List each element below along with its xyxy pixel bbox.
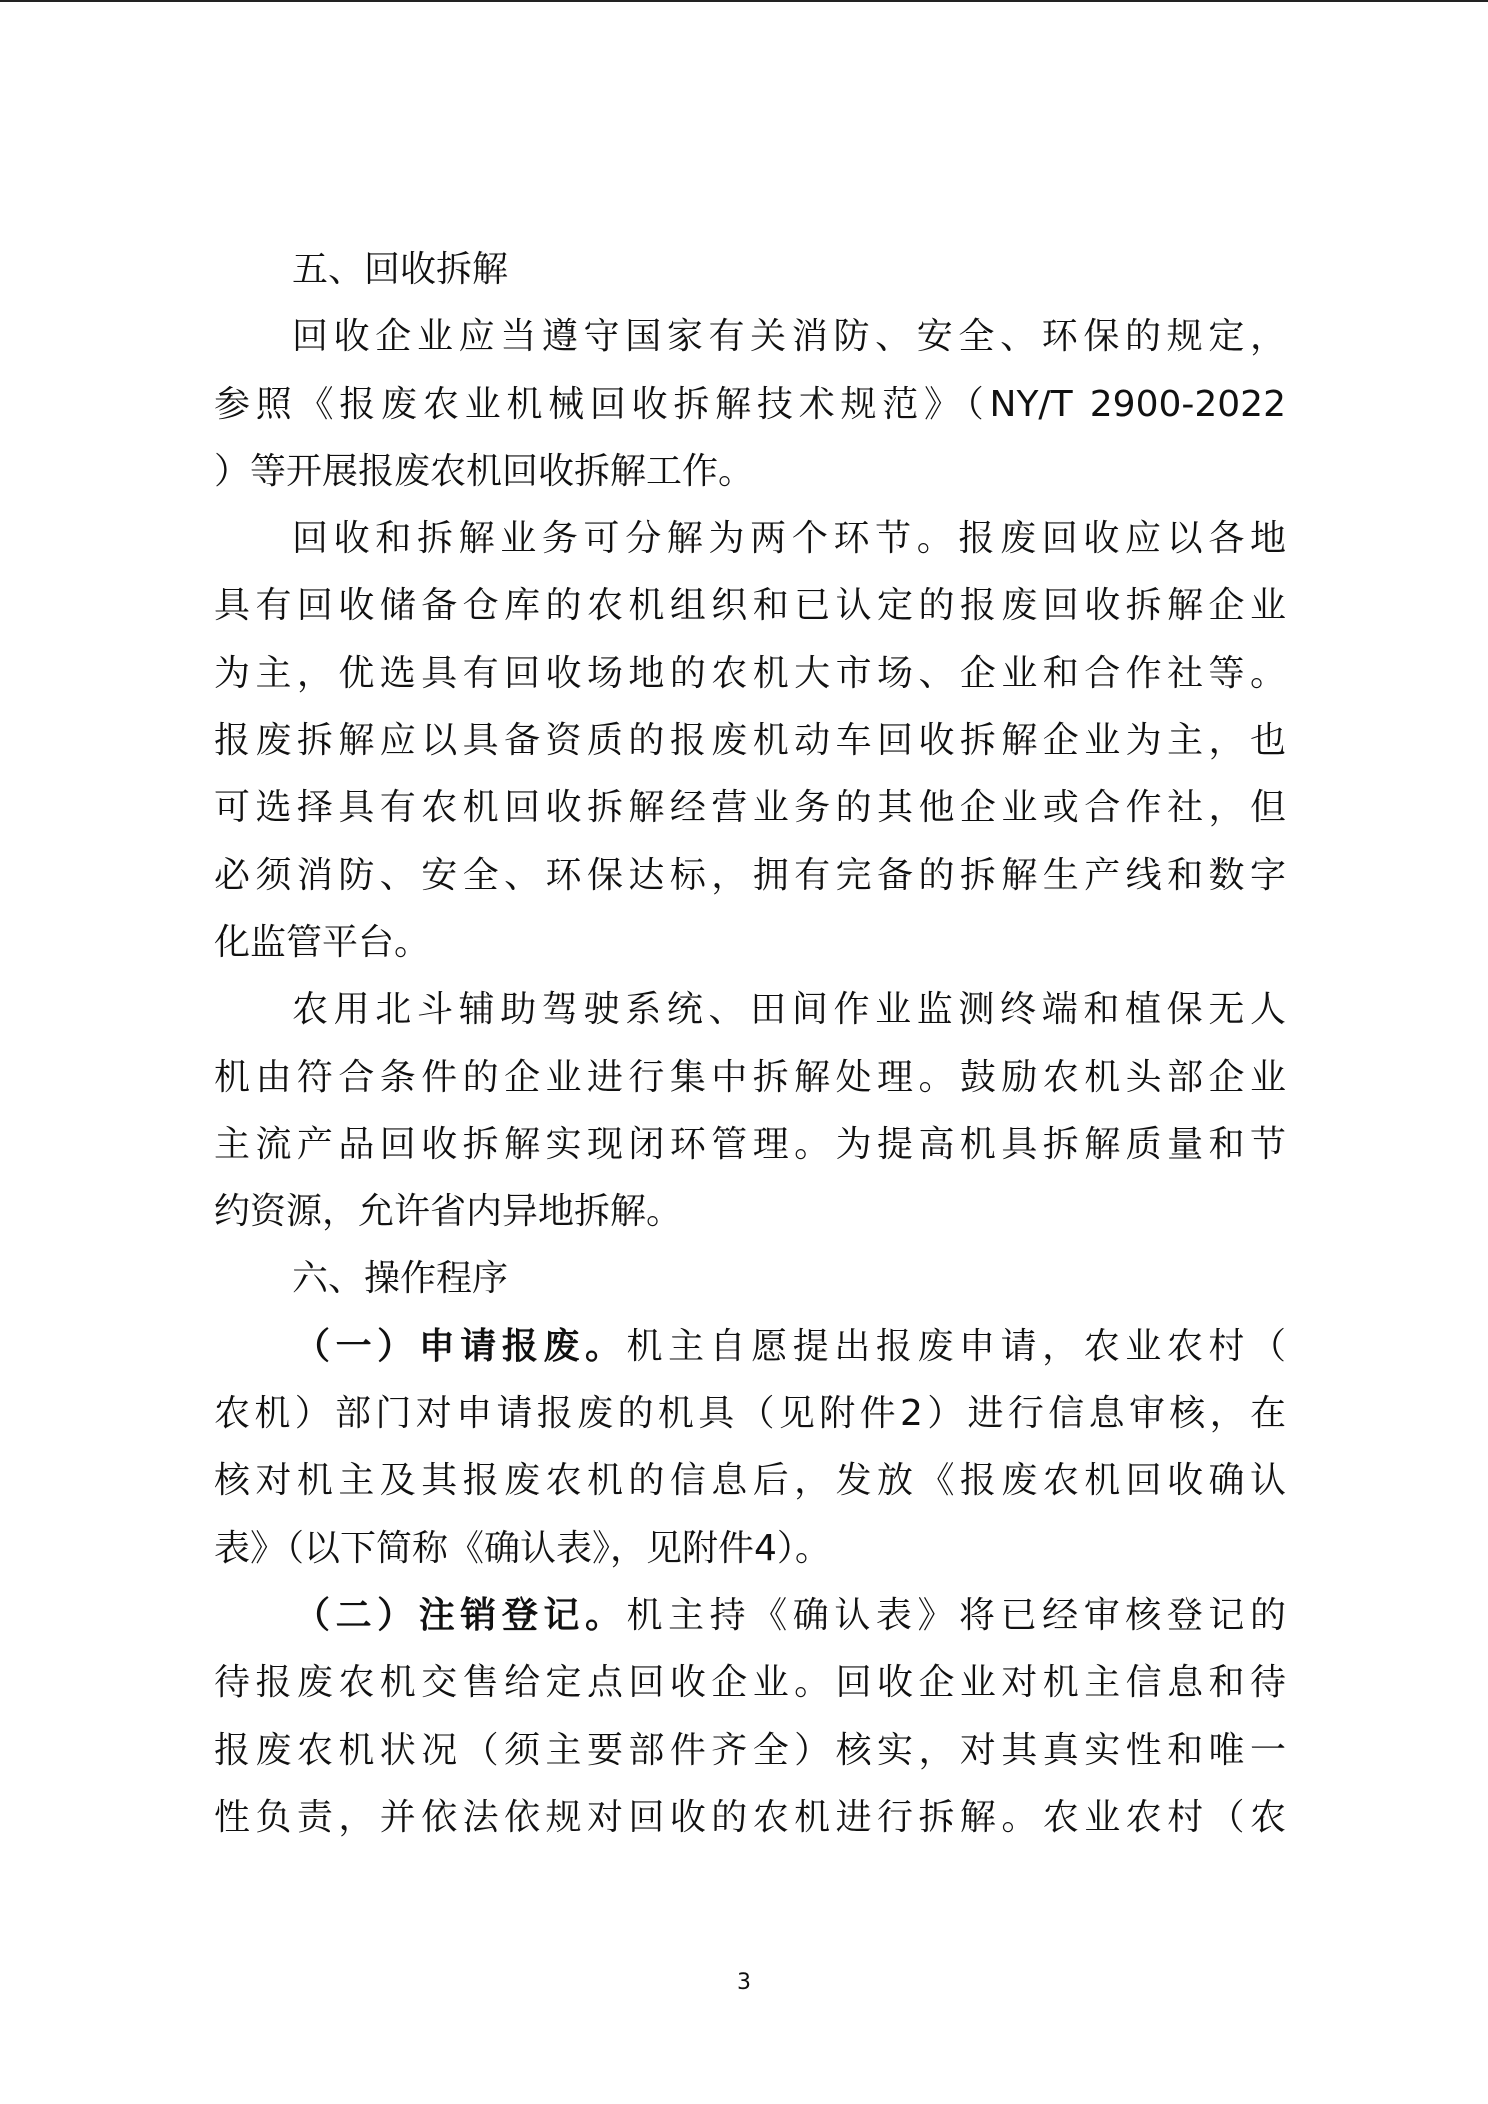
item-2-text: 机主持《确认表》将已经审核登记的 (626, 1594, 1286, 1636)
item-2-title: （二）注销登记。 (294, 1594, 627, 1636)
paragraph-line: 报废拆解应以具备资质的报废机动车回收拆解企业为主，也 (214, 720, 1286, 762)
paragraph-line: 具有回收储备仓库的农机组织和已认定的报废回收拆解企业 (214, 585, 1286, 627)
paragraph-line: 待报废农机交售给定点回收企业。回收企业对机主信息和待 (214, 1662, 1286, 1704)
paragraph-line: 核对机主及其报废农机的信息后，发放《报废农机回收确认 (214, 1460, 1286, 1502)
paragraph-line: 报废农机状况（须主要部件齐全）核实，对其真实性和唯一 (214, 1729, 1286, 1771)
paragraph-line: 回收企业应当遵守国家有关消防、安全、环保的规定， (292, 316, 1286, 358)
document-body (214, 236, 1286, 1851)
paragraph-line: 回收和拆解业务可分解为两个环节。报废回收应以各地 (292, 518, 1286, 560)
paragraph-line: 化监管平台。 (214, 921, 431, 963)
item-2-first-line (214, 1582, 1286, 1649)
paragraph-line: ）等开展报废农机回收拆解工作。 (214, 450, 755, 492)
page-number: 3 (737, 1970, 751, 1995)
paragraph-line: 为主，优选具有回收场地的农机大市场、企业和合作社等。 (214, 652, 1286, 694)
paragraph-line: 农机）部门对申请报废的机具（见附件2）进行信息审核，在 (214, 1393, 1286, 1435)
paragraph-line: 农用北斗辅助驾驶系统、田间作业监测终端和植保无人 (292, 989, 1286, 1031)
paragraph-line: 主流产品回收拆解实现闭环管理。为提高机具拆解质量和节 (214, 1123, 1286, 1165)
paragraph-line: 约资源，允许省内异地拆解。 (214, 1191, 683, 1233)
paragraph-line: 表》（以下简称《确认表》，见附件4）。 (214, 1527, 831, 1569)
section-heading-5: 五、回收拆解 (292, 249, 509, 290)
paragraph-line: 性负责，并依法依规对回收的农机进行拆解。农业农村（农 (214, 1796, 1286, 1838)
page-top-border (0, 0, 1488, 2)
paragraph-line: 参照《报废农业机械回收拆解技术规范》（NY/T 2900-2022 (214, 383, 1286, 425)
paragraph-line: 可选择具有农机回收拆解经营业务的其他企业或合作社，但 (214, 787, 1286, 829)
section-heading-6: 六、操作程序 (292, 1258, 509, 1300)
item-1-text: 机主自愿提出报废申请，农业农村（ (626, 1325, 1286, 1367)
paragraph-line: 必须消防、安全、环保达标，拥有完备的拆解生产线和数字 (214, 854, 1286, 896)
item-1-first-line (214, 1313, 1286, 1380)
paragraph-line: 机由符合条件的企业进行集中拆解处理。鼓励农机头部企业 (214, 1056, 1286, 1098)
item-1-title: （一）申请报废。 (294, 1325, 627, 1367)
